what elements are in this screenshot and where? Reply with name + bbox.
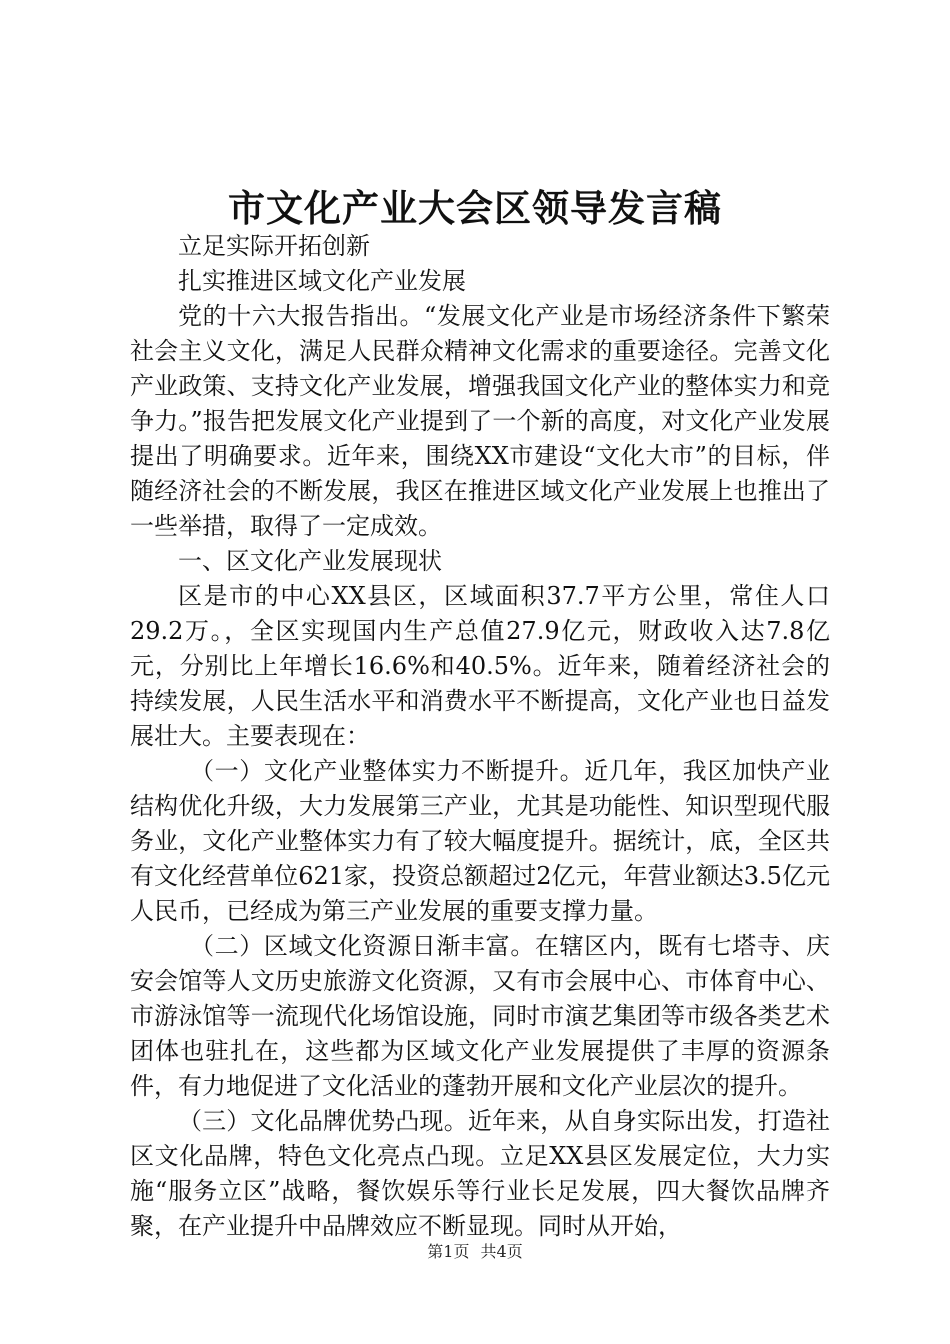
body-paragraph: （二）区域文化资源日渐丰富。在辖区内，既有七塔寺、庆安会馆等人文历史旅游文化资源，又有市会展中心、市体育中心、市游泳馆等一流现代化场馆设施，同时市演艺集团等市级各类艺术团体也驻扎在，这些都为区域文化产业发展提供了丰厚的资源条件，有力地促进了文化活业的蓬勃开展和文化产业层次的提升。 [130, 932, 830, 1100]
document-title: 市文化产业大会区领导发言稿 [228, 186, 722, 230]
body-paragraph: （三）文化品牌优势凸现。近年来，从自身实际出发，打造社区文化品牌，特色文化亮点凸现。立足XX县区发展定位，大力实施“服务立区”战略，餐饮娱乐等行业长足发展，四大餐饮品牌齐聚，在产业提升中品牌效应不断显现。同时从开始， [130, 1107, 830, 1240]
body-paragraph: （一）文化产业整体实力不断提升。近几年，我区加快产业结构优化升级，大力发展第三产业，尤其是功能性、知识型现代服务业，文化产业整体实力有了较大幅度提升。据统计，底，全区共有文化经营单位621家，投资总额超过2亿元，年营业额达3.5亿元人民币，已经成为第三产业发展的重要支撑力量。 [130, 757, 830, 925]
section-heading: 一、区文化产业发展现状 [178, 547, 442, 575]
page-total: 共4页 [480, 1242, 523, 1261]
page-footer [0, 1240, 950, 1264]
body-paragraph: 区是市的中心XX县区，区域面积37.7平方公里，常住人口29.2万。，全区实现国内生产总值27.9亿元，财政收入达7.8亿元，分别比上年增长16.6%和40.5%。近年来，随着经济社会的持续发展，人民生活水平和消费水平不断提高，文化产业也日益发展壮大。主要表现在： [130, 582, 830, 750]
document-body [130, 229, 830, 1244]
body-paragraph: 党的十六大报告指出。“发展文化产业是市场经济条件下繁荣社会主义文化，满足人民群众精神文化需求的重要途径。完善文化产业政策、支持文化产业发展，增强我国文化产业的整体实力和竞争力。”报告把发展文化产业提到了一个新的高度，对文化产业发展提出了明确要求。近年来，围绕XX市建设“文化大市”的目标，伴随经济社会的不断发展，我区在推进区域文化产业发展上也推出了一些举措，取得了一定成效。 [130, 302, 830, 540]
page-number: 第1页 [427, 1242, 470, 1261]
subtitle-line-2: 扎实推进区域文化产业发展 [178, 267, 466, 295]
subtitle-line-1: 立足实际开拓创新 [178, 232, 370, 260]
